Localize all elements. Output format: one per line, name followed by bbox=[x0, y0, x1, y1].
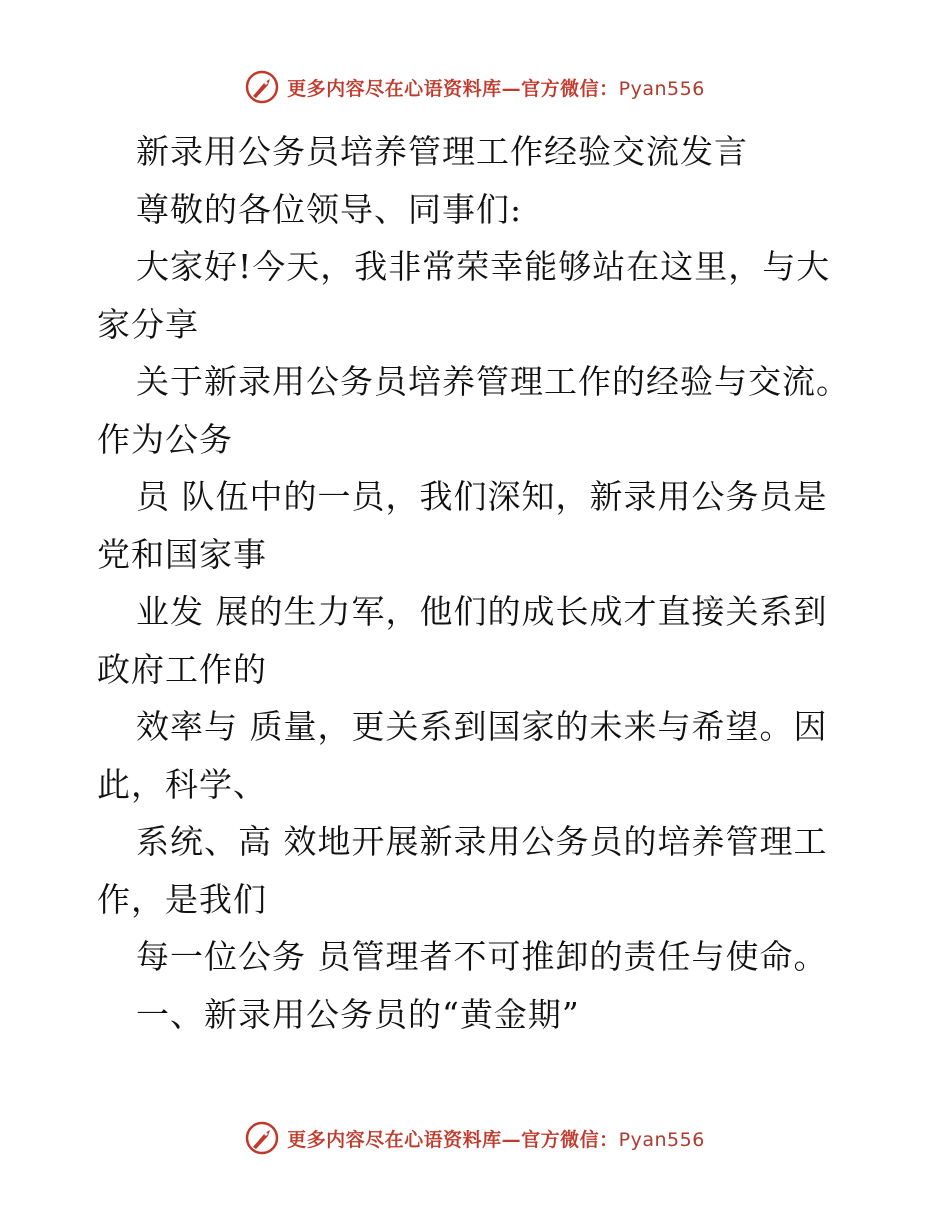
paragraph-line: 关于新录用公务员培养管理工作的经验与交流。 bbox=[136, 362, 850, 401]
paragraph-line: 政府工作的 bbox=[97, 649, 267, 689]
section-heading: 一、新录用公务员的“黄金期” bbox=[136, 994, 580, 1034]
pen-nib-logo-icon bbox=[245, 70, 279, 104]
banner-wechat-id: Pyan556 bbox=[618, 1128, 705, 1151]
paragraph-line: 此，科学、 bbox=[97, 764, 267, 804]
paragraph-line: 大家好!今天，我非常荣幸能够站在这里，与大 bbox=[136, 247, 831, 286]
banner-wechat-id: Pyan556 bbox=[618, 77, 705, 100]
paragraph-line: 党和国家事 bbox=[97, 534, 267, 574]
doc-title: 新录用公务员培养管理工作经验交流发言 bbox=[136, 132, 748, 171]
paragraph-line: 作为公务 bbox=[97, 419, 233, 459]
paragraph-line: 系统、高 效地开展新录用公务员的培养管理工 bbox=[136, 822, 828, 861]
header-banner bbox=[0, 70, 950, 104]
banner-text: 更多内容尽在心语资料库—官方微信： bbox=[287, 77, 619, 100]
salutation: 尊敬的各位领导、同事们: bbox=[136, 189, 523, 229]
paragraph-line: 作，是我们 bbox=[97, 879, 267, 919]
paragraph-line: 每一位公务 员管理者不可推卸的责任与使命。 bbox=[136, 937, 828, 976]
paragraph-line: 家分享 bbox=[97, 304, 199, 344]
document-body bbox=[97, 123, 850, 1043]
pen-nib-logo-icon bbox=[245, 1121, 279, 1155]
paragraph-line: 员 队伍中的一员，我们深知，新录用公务员是 bbox=[136, 477, 828, 516]
banner-text: 更多内容尽在心语资料库—官方微信： bbox=[287, 1128, 619, 1151]
footer-banner bbox=[0, 1121, 950, 1155]
paragraph-line: 业发 展的生力军，他们的成长成才直接关系到 bbox=[136, 592, 828, 631]
paragraph-line: 效率与 质量，更关系到国家的未来与希望。因 bbox=[136, 707, 828, 746]
